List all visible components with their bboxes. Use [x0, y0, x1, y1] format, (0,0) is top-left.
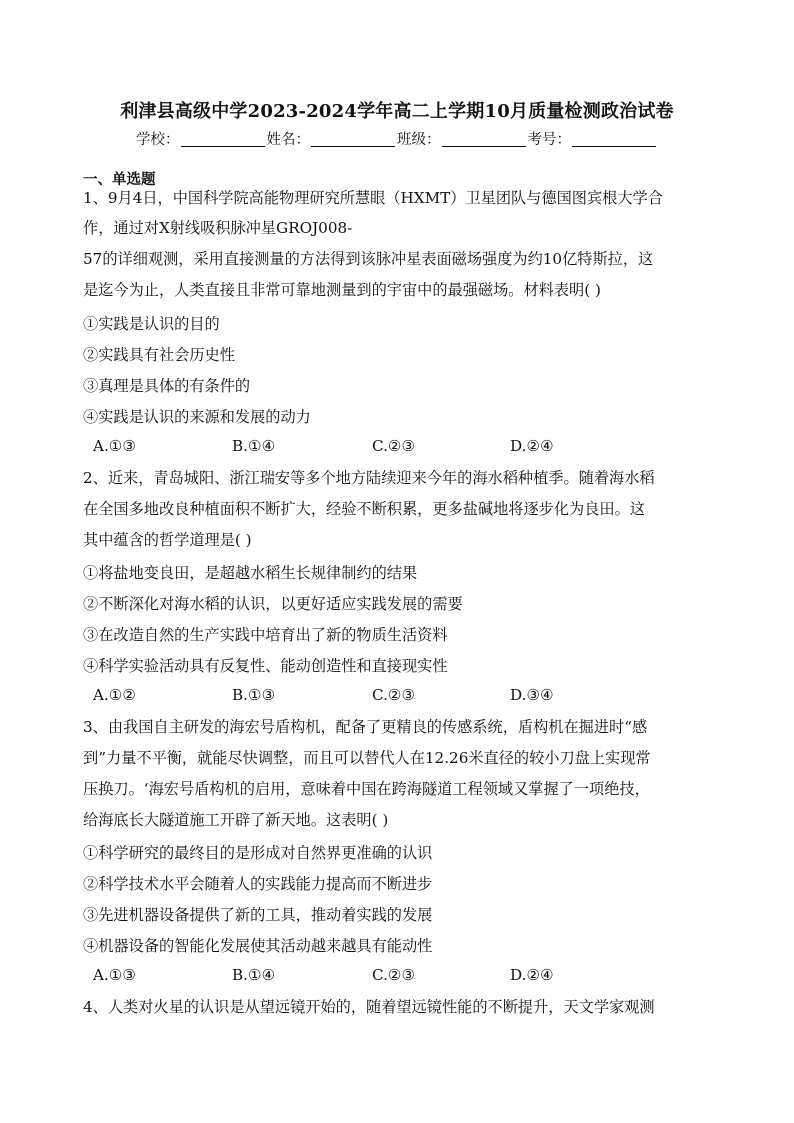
student-info-line	[0, 128, 794, 149]
question-2-stem-line: 其中蕴含的哲学道理是( )	[83, 531, 252, 549]
question-3-stem-line: 到”力量不平衡，就能尽快调整，而且可以替代人在12.26米直径的较小刀盘上实现常	[83, 749, 651, 767]
class-blank[interactable]	[442, 132, 526, 147]
page-title: 利津县高级中学2023-2024学年高二上学期10月质量检测政治试卷	[120, 101, 674, 122]
question-3-stem-line: 给海底长大隧道施工开辟了新天地。这表明( )	[83, 811, 389, 829]
question-1-stem-line: 是迄今为止，人类直接且非常可靠地测量到的宇宙中的最强磁场。材料表明( )	[83, 281, 601, 299]
question-1-item: ②实践具有社会历史性	[83, 346, 235, 364]
question-3-item: ③先进机器设备提供了新的工具，推动着实践的发展	[83, 906, 433, 924]
question-2-item: ①将盐地变良田，是超越水稻生长规律制约的结果	[83, 564, 418, 582]
question-1-stem-line: 作，通过对X射线吸积脉冲星GROJ008-	[83, 219, 353, 237]
question-1-stem-line: 1、9月4日，中国科学院高能物理研究所慧眼（HXMT）卫星团队与德国图宾根大学合	[83, 189, 663, 207]
question-2-item: ②不断深化对海水稻的认识，以更好适应实践发展的需要	[83, 595, 463, 613]
option-d[interactable]: D.②④	[510, 966, 554, 984]
question-3-item: ②科学技术水平会随着人的实践能力提高而不断进步	[83, 875, 433, 893]
question-3-stem-line: 压换刀。‘海宏号盾构机的启用，意味着中国在跨海隧道工程领域又掌握了一项绝技，	[83, 780, 650, 798]
school-blank[interactable]	[181, 132, 265, 147]
option-d[interactable]: D.③④	[510, 686, 554, 704]
question-3-item: ①科学研究的最终目的是形成对自然界更准确的认识	[83, 844, 433, 862]
question-1-item: ④实践是认识的来源和发展的动力	[83, 408, 311, 426]
section-heading: 一、单选题	[83, 171, 156, 188]
question-1-item: ①实践是认识的目的	[83, 315, 220, 333]
option-c[interactable]: C.②③	[372, 966, 416, 984]
question-3-item: ④机器设备的智能化发展使其活动越来越具有能动性	[83, 937, 433, 955]
option-b[interactable]: B.①④	[232, 966, 276, 984]
option-c[interactable]: C.②③	[372, 686, 416, 704]
name-label: 姓名：	[266, 132, 310, 148]
school-label: 学校：	[136, 132, 180, 148]
number-label: 考号：	[527, 132, 571, 148]
question-2-item: ③在改造自然的生产实践中培育出了新的物质生活资料	[83, 626, 448, 644]
question-1-stem-line: 57的详细观测，采用直接测量的方法得到该脉冲星表面磁场强度为约10亿特斯拉，这	[83, 250, 654, 268]
option-a[interactable]: A.①②	[93, 686, 137, 704]
question-1-item: ③真理是具体的有条件的	[83, 377, 251, 395]
class-label: 班级：	[397, 132, 441, 148]
name-blank[interactable]	[311, 132, 395, 147]
option-b[interactable]: B.①③	[232, 686, 276, 704]
option-a[interactable]: A.①③	[93, 437, 137, 455]
question-2-stem-line: 2、近来，青岛城阳、浙江瑞安等多个地方陆续迎来今年的海水稻种植季。随着海水稻	[83, 469, 655, 487]
question-4-stem-line: 4、人类对火星的认识是从望远镜开始的，随着望远镜性能的不断提升，天文学家观测	[83, 998, 655, 1016]
option-c[interactable]: C.②③	[372, 437, 416, 455]
option-a[interactable]: A.①③	[93, 966, 137, 984]
number-blank[interactable]	[572, 132, 656, 147]
question-3-stem-line: 3、由我国自主研发的海宏号盾构机，配备了更精良的传感系统，盾构机在掘进时“感	[83, 718, 648, 736]
option-b[interactable]: B.①④	[232, 437, 276, 455]
option-d[interactable]: D.②④	[510, 437, 554, 455]
question-2-item: ④科学实验活动具有反复性、能动创造性和直接现实性	[83, 657, 448, 675]
question-2-stem-line: 在全国多地改良种植面积不断扩大，经验不断积累，更多盐碱地将逐步化为良田。这	[83, 500, 645, 518]
